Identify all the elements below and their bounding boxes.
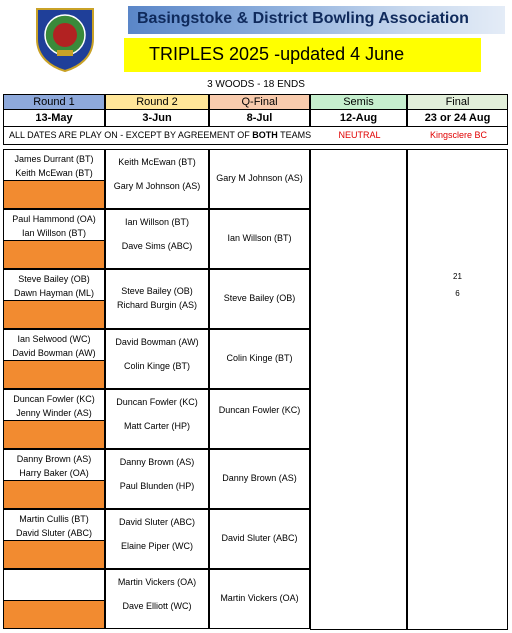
round2-player-b: Paul Blunden (HP) xyxy=(119,481,195,491)
round-header-round1: Round 1 xyxy=(3,94,105,110)
round2-player-a: Steve Bailey (OB) xyxy=(121,286,193,296)
round-date-qfinal: 8-Jul xyxy=(209,110,310,127)
qfinal-player: Gary M Johnson (AS) xyxy=(216,173,303,183)
title-banner xyxy=(128,6,505,34)
round2-player-a: Keith McEwan (BT) xyxy=(118,157,196,167)
round1-player-a: Danny Brown (AS) xyxy=(16,454,92,464)
round1-player-b: Harry Baker (OA) xyxy=(19,468,89,478)
association-logo-icon xyxy=(33,5,97,73)
final-venue: Kingsclere BC xyxy=(429,130,488,140)
round2-player-b: Colin Kinge (BT) xyxy=(123,361,191,371)
qfinal-player: Steve Bailey (OB) xyxy=(223,293,296,303)
qfinal-match-box xyxy=(209,389,310,449)
round2-player-b: Matt Carter (HP) xyxy=(123,421,190,431)
round1-player-b: Ian Willson (BT) xyxy=(21,228,86,238)
round-header-round2: Round 2 xyxy=(105,94,209,110)
round1-pending-slot xyxy=(3,180,105,209)
round1-player-b: Dawn Hayman (ML) xyxy=(13,288,95,298)
round-date-round2: 3-Jun xyxy=(105,110,209,127)
round2-match-box xyxy=(105,269,209,329)
qfinal-player: Danny Brown (AS) xyxy=(222,473,297,483)
round2-player-a: Danny Brown (AS) xyxy=(119,457,195,467)
qfinal-player: Duncan Fowler (KC) xyxy=(218,405,301,415)
final-column-box xyxy=(407,149,508,630)
round1-pending-slot xyxy=(3,240,105,269)
round-date-final: 23 or 24 Aug xyxy=(407,110,508,127)
round1-player-a: Ian Selwood (WC) xyxy=(17,334,91,344)
round1-player-b: Keith McEwan (BT) xyxy=(15,168,93,178)
round1-pending-slot xyxy=(3,300,105,329)
qfinal-player: Ian Willson (BT) xyxy=(227,233,292,243)
subtitle-banner xyxy=(124,38,481,72)
round-date-round1: 13-May xyxy=(3,110,105,127)
round2-player-b: Dave Elliott (WC) xyxy=(122,601,192,611)
round1-player-a: Paul Hammond (OA) xyxy=(12,214,96,224)
round2-player-a: David Sluter (ABC) xyxy=(118,517,196,527)
qfinal-player: Martin Vickers (OA) xyxy=(220,593,299,603)
round-header-final: Final xyxy=(407,94,508,110)
round1-player-b: Jenny Winder (AS) xyxy=(16,408,92,418)
round2-player-a: Martin Vickers (OA) xyxy=(117,577,197,587)
qfinal-player: Colin Kinge (BT) xyxy=(226,353,293,363)
round1-pending-slot xyxy=(3,540,105,569)
semis-venue: NEUTRAL xyxy=(338,130,381,140)
round1-pending-slot xyxy=(3,480,105,509)
round1-player-b: David Bowman (AW) xyxy=(12,348,96,358)
round1-pending-slot xyxy=(3,600,105,629)
final-score-a: 21 xyxy=(453,272,462,281)
round1-player-a: Duncan Fowler (KC) xyxy=(13,394,95,404)
round1-pending-slot xyxy=(3,420,105,449)
round2-player-b: Gary M Johnson (AS) xyxy=(113,181,201,191)
round2-player-b: Richard Burgin (AS) xyxy=(116,300,198,310)
round-date-semis: 12-Aug xyxy=(310,110,407,127)
round2-player-a: Ian Willson (BT) xyxy=(124,217,189,227)
page-subtitle: TRIPLES 2025 -updated 4 June xyxy=(149,44,405,64)
final-score-b: 6 xyxy=(455,289,460,298)
round1-player-a: Steve Bailey (OB) xyxy=(18,274,90,284)
round1-player-a: James Durrant (BT) xyxy=(14,154,94,164)
round1-player-b: David Sluter (ABC) xyxy=(15,528,93,538)
format-line: 3 WOODS - 18 ENDS xyxy=(207,79,305,90)
round1-pending-slot xyxy=(3,360,105,389)
round2-player-a: David Bowman (AW) xyxy=(115,337,199,347)
qfinal-player: David Sluter (ABC) xyxy=(221,533,298,543)
dates-note xyxy=(3,127,508,145)
semis-column-box xyxy=(310,149,407,630)
page-title: Basingstoke & District Bowling Association xyxy=(137,10,469,27)
round-header-semis: Semis xyxy=(310,94,407,110)
round-header-qfinal: Q-Final xyxy=(209,94,310,110)
round1-player-a: Martin Cullis (BT) xyxy=(19,514,89,524)
round2-player-b: Elaine Piper (WC) xyxy=(120,541,194,551)
round2-player-b: Dave Sims (ABC) xyxy=(121,241,193,251)
dates-note-text: ALL DATES ARE PLAY ON - EXCEPT BY AGREEMENT OF BOTH TEAMS xyxy=(9,130,312,140)
round2-player-a: Duncan Fowler (KC) xyxy=(116,397,198,407)
